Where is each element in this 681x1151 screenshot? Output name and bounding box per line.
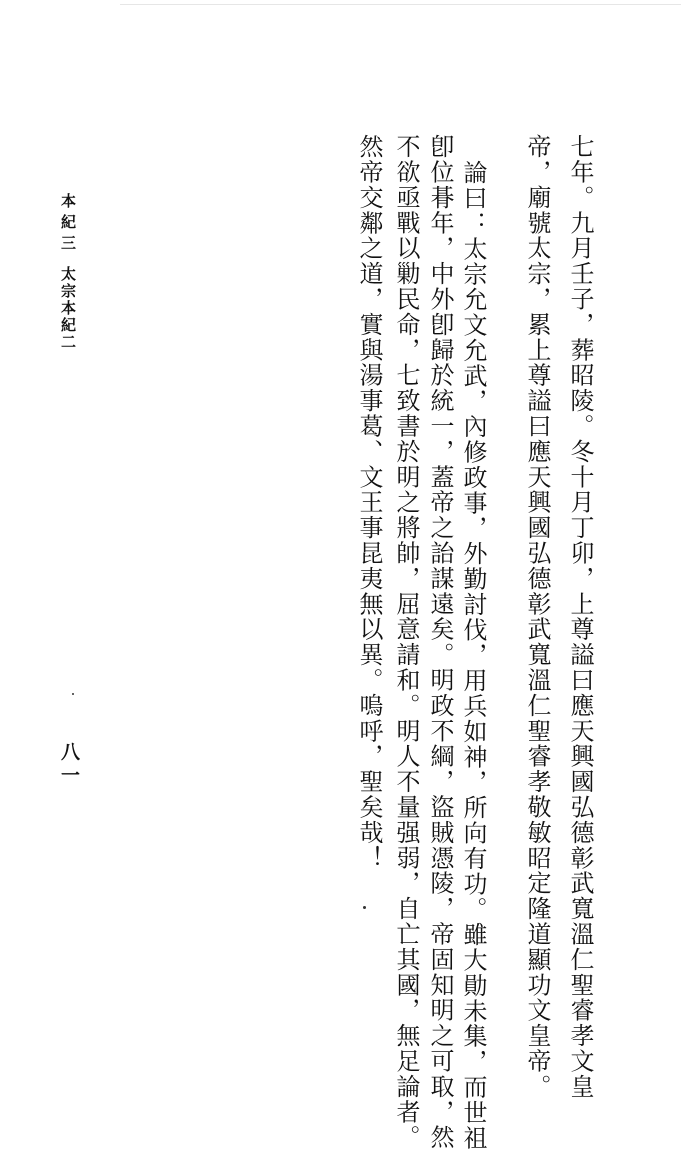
scan-edge-line — [120, 4, 681, 5]
text-column-4: 卽位朞年，中外卽歸於統一，蓋帝之詒謀遠矣。明政不綱，盜賊憑陵，帝固知明之可取，然 — [426, 134, 454, 1150]
text-column-5: 不欲亟戰以勦民命，七致書於明之將帥，屈意請和。明人不量强弱，自亡其國，無足論者。 — [392, 134, 420, 1150]
text-column-2: 帝，廟號太宗，累上尊謚曰應天興國弘德彰武寬溫仁聖睿孝敬敏昭定隆道顯功文皇帝。 — [523, 134, 551, 1100]
page-number: 八一 — [58, 742, 80, 788]
text-column-3: 論曰：太宗允文允武，內修政事，外勤討伐，用兵如神，所向有功。雖大勛未集，而世祖 — [459, 160, 487, 1151]
running-header-chapter: 本紀三 — [59, 193, 77, 256]
scan-speck — [363, 906, 366, 909]
scan-speck — [72, 693, 74, 695]
running-header-title: 太宗本紀二 — [59, 266, 77, 351]
text-column-1: 七年。九月壬子，葬昭陵。冬十月丁卯，上尊謚曰應天興國弘德彰武寬溫仁聖睿孝文皇 — [566, 134, 594, 1100]
text-column-6: 然帝交鄰之道，實與湯事葛、文王事昆夷無以異。嗚呼，聖矣哉！ — [355, 134, 383, 871]
